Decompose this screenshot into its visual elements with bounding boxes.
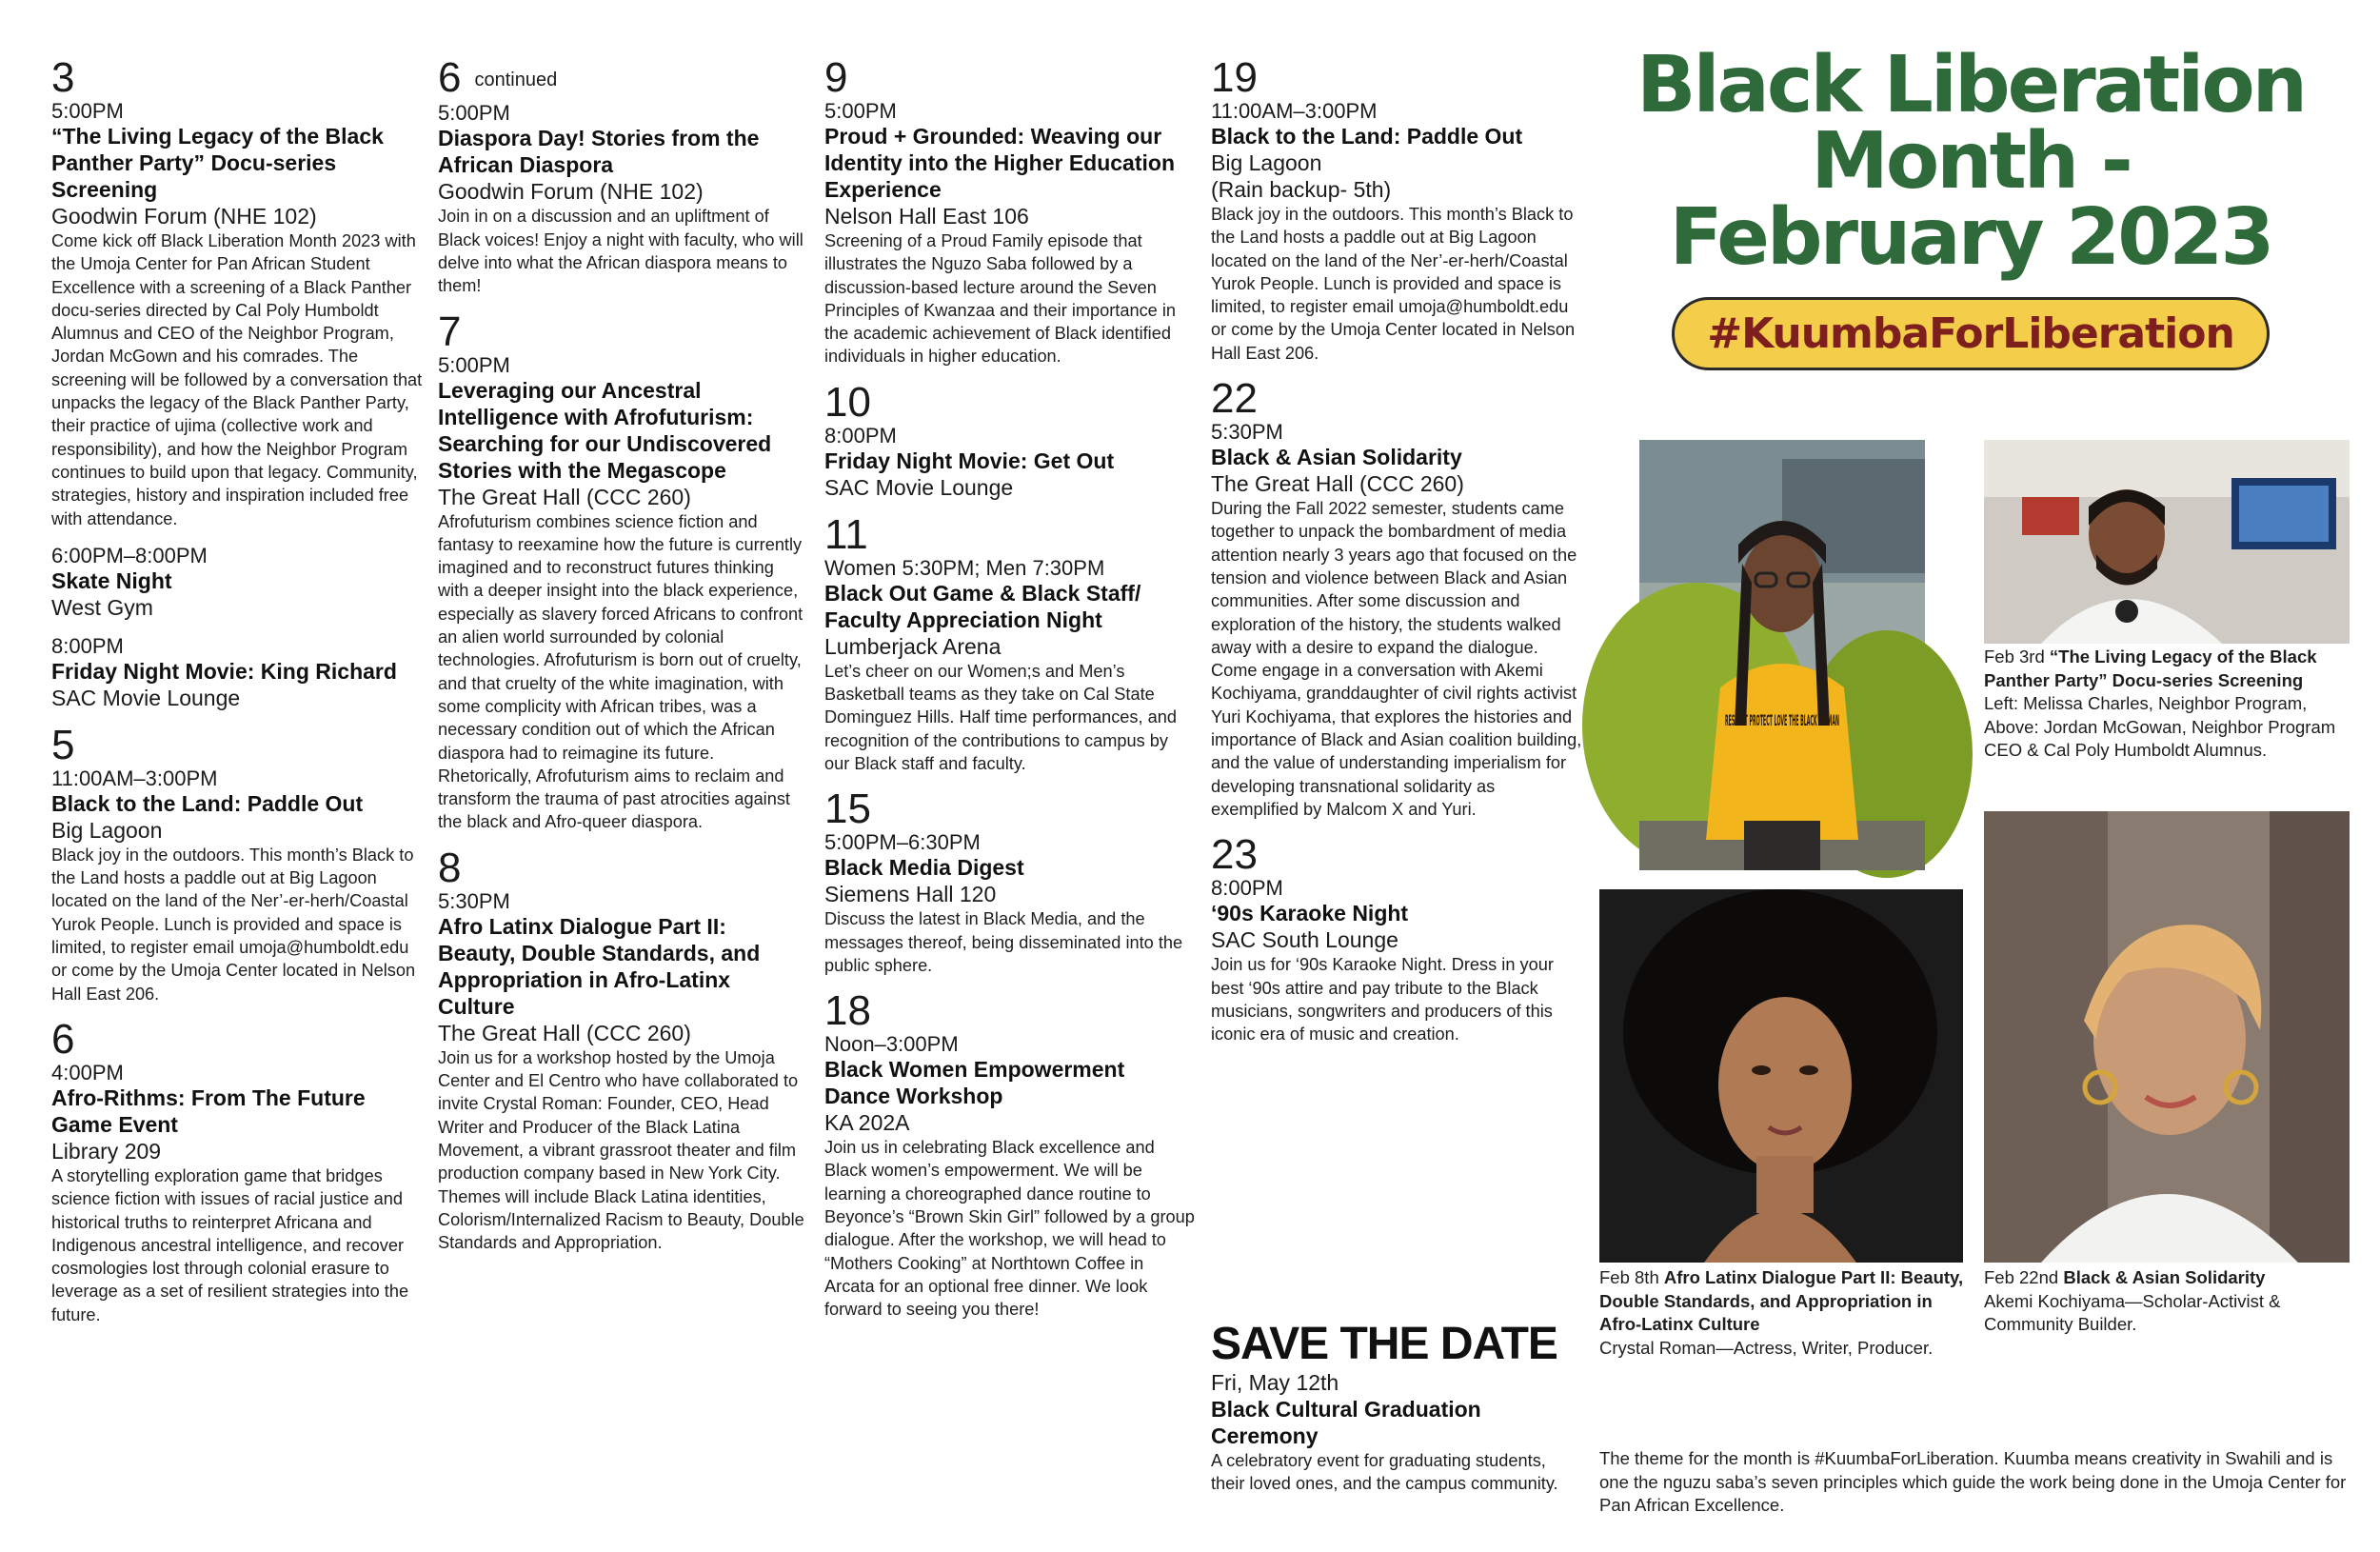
event-location: The Great Hall (CCC 260) [1211,471,1464,497]
event-feb-3-movie [51,634,423,711]
event-feb-7 [438,308,809,834]
caption-prefix: Feb 3rd [1984,647,2050,667]
page-title-line-3: February 2023 [1669,192,2272,283]
event-title: Black to the Land: Paddle Out [1211,124,1523,149]
event-description: Black joy in the outdoors. This month’s Black to the Land hosts a paddle out at Big Lagoon located on the land of the Ner’-er-herh/Coastal Yurok People. Lunch is provided and space is limited, to register email umoja@humboldt.edu or come by the Umoja Center located in Nelson Hall East 206. [51,845,416,1004]
event-title: ‘90s Karaoke Night [1211,901,1409,926]
caption-title: Afro Latinx Dialogue Part II: Beauty, Double Standards, and Appropriation in Afro-Latinx Culture [1599,1267,1964,1334]
photo-melissa-charles [1639,440,1925,870]
event-day: 3 [51,54,75,101]
event-title: Proud + Grounded: Weaving our Identity into the Higher Education Experience [824,124,1175,202]
event-title: Black Women Empowerment Dance Workshop [824,1057,1125,1109]
column-2 [438,54,809,1267]
save-the-date-title: Black Cultural Graduation Ceremony [1211,1397,1481,1448]
photo-akemi-kochiyama-image [1984,811,2350,1263]
event-time: 4:00PM [51,1060,124,1084]
event-time: 5:30PM [1211,420,1283,445]
caption-feb-8 [1599,1266,1971,1360]
event-title: Friday Night Movie: King Richard [51,658,397,684]
page-header [1580,40,2361,370]
event-title: Black to the Land: Paddle Out [51,790,364,816]
event-description: During the Fall 2022 semester, students came together to unpack the bombardment of media attention nearly 3 years ago that focused on the tension and violence between Black and Asian communities. After some discussion and exploration of the history, the students walked away with a desire to expand the dialogue. Come engage in a conversation with Akemi Kochiyama, granddaughter of civil rights activist Yuri Kochiyama, that explores the histories and importance of Black and Asian coalition building, and the value of understanding imperialism for developing transnational solidarity as exemplified by Malcom X and Yuri. [1211,499,1582,819]
event-location: SAC Movie Lounge [51,685,241,710]
event-feb-5 [51,721,423,1005]
event-location: SAC South Lounge [1211,927,1398,953]
event-day: 7 [438,308,462,355]
event-day-number: 6 [438,54,462,101]
caption-prefix: Feb 22nd [1984,1267,2064,1287]
event-feb-18 [824,987,1196,1321]
event-feb-19 [1211,54,1582,365]
event-title: Friday Night Movie: Get Out [824,448,1115,473]
event-time: Noon–3:00PM [824,1032,959,1057]
event-location: The Great Hall (CCC 260) [438,484,691,509]
event-description: Join us for a workshop hosted by the Umoja Center and El Centro who have collaborated to invite Crystal Roman: Founder, CEO, Head Writer and Producer of the Black Latina Movement, a vibrant grassroot theater and film production company based in New York City. Themes will include Black Latina identities, Colorism/Internalized Racism to Beauty, Double Standards and Appropriation. [438,1047,804,1253]
event-title: Afro-Rithms: From The Future Game Event [51,1084,366,1137]
event-title: Diaspora Day! Stories from the African Diaspora [438,126,760,178]
event-time: 11:00AM–3:00PM [51,766,218,790]
event-day: 15 [824,786,871,833]
event-day: 5 [51,721,75,768]
event-feb-11 [824,510,1196,775]
photo-jordan-mcgowan-image [1984,440,2350,644]
event-title: Black & Asian Solidarity [1211,445,1462,470]
photo-melissa-charles-image [1639,440,1925,870]
event-description: Black joy in the outdoors. This month’s Black to the Land hosts a paddle out at Big Lagoon located on the land of the Ner’-er-herh/Coastal Yurok People. Lunch is provided and space is limited, to register email umoja@humboldt.edu or come by the Umoja Center located in Nelson Hall East 206. [1211,205,1576,363]
event-location: SAC Movie Lounge [824,474,1014,500]
event-time: 5:00PM [438,352,510,377]
caption-text: Crystal Roman—Actress, Writer, Producer. [1599,1337,1934,1358]
event-title: “The Living Legacy of the Black Panther Party” Docu-series Screening [51,124,384,202]
column-1 [51,54,423,1340]
event-day: 8 [438,844,462,891]
caption-title: Black & Asian Solidarity [2063,1267,2266,1287]
continued-label: continued [474,70,558,91]
event-title: Afro Latinx Dialogue Part II: Beauty, Double Standards, and Appropriation in Afro-Latinx Culture [438,913,761,1019]
column-4 [1211,54,1582,1059]
event-feb-8 [438,844,809,1255]
photo-akemi-kochiyama [1984,811,2350,1263]
caption-text: Akemi Kochiyama—Scholar-Activist & Community Builder. [1984,1290,2281,1334]
caption-feb-22 [1984,1266,2355,1337]
event-description: Afrofuturism combines science fiction and fantasy to reexamine how the future is currently imagined and to reconstruct futures thinking with a deeper insight into the black experience, especially as slavery forced Africans to confront an alien world surrounded by colonial technologies. Afrofuturism is born out of cruelty, and that cruelty of the white imagination, with some complicity with African tribes, was a necessary condition out of which the African diaspora had to reimagine its future. Rhetorically, Afrofuturism aims to reclaim and transform the trauma of past atrocities against the black and Afro-queer diaspora. [438,511,803,832]
event-time: 8:00PM [824,423,897,448]
event-day: 6 [51,1015,75,1063]
event-time: Women 5:30PM; Men 7:30PM [824,555,1105,580]
event-day: 23 [1211,831,1258,879]
event-description: Join in on a discussion and an upliftment of Black voices! Enjoy a night with faculty, who will delve into what the African diaspora means to them! [438,207,803,296]
event-day: 22 [1211,375,1258,423]
event-location: West Gym [51,594,153,620]
event-feb-9 [824,54,1196,368]
save-the-date-heading: SAVE THE DATE [1211,1319,1557,1369]
photo-crystal-roman-image [1599,889,1963,1263]
event-description: Screening of a Proud Family episode that illustrates the Nguzo Saba followed by a discussion-based lecture around the Seven Principles of Kwanzaa and their importance in the academic achievement of Black identified individuals in higher education. [824,231,1176,367]
event-time: 8:00PM [1211,876,1283,901]
event-feb-10 [824,378,1196,501]
event-time: 5:00PM [824,99,897,123]
event-time: 5:30PM [438,888,510,913]
photo-jordan-mcgowan [1984,440,2350,644]
page-title-line-1: Black Liberation [1636,40,2306,130]
event-location: Nelson Hall East 106 [824,204,1029,229]
event-location: Big Lagoon [51,817,163,843]
event-description: Join us for ‘90s Karaoke Night. Dress in your best ‘90s attire and pay tribute to the Black musicians, songwriters and producers of this iconic era of music and creation. [1211,955,1554,1045]
event-location: Library 209 [51,1138,162,1164]
event-feb-23 [1211,831,1582,1045]
event-time: 6:00PM–8:00PM [51,543,208,567]
event-feb-15 [824,788,1196,977]
event-day [438,54,809,101]
save-the-date-date: Fri, May 12th [1211,1370,1339,1395]
caption-title: “The Living Legacy of the Black Panther Party” Docu-series Screening [1984,647,2317,690]
event-description: A storytelling exploration game that bridges science fiction with issues of racial justice and historical truths to reinterpret Africana and Indigenous ancestral intelligence, and recover cosmologies lost through colonial erasure to leverage as a set of resilient strategies into the future. [51,1165,409,1324]
caption-feb-3 [1984,646,2355,763]
event-title: Black Out Game & Black Staff/ Faculty Appreciation Night [824,580,1141,632]
event-time: 5:00PM [438,101,510,126]
event-location-backup: (Rain backup- 5th) [1211,177,1392,202]
save-the-date-description: A celebratory event for graduating students, their loved ones, and the campus community. [1211,1451,1558,1494]
event-title: Skate Night [51,567,172,593]
event-time: 5:00PM–6:30PM [824,830,981,855]
event-location: Lumberjack Arena [824,633,1002,659]
caption-text: Left: Melissa Charles, Neighbor Program, Above: Jordan McGowan, Neighbor Program CEO & Cal Poly Humboldt Alumnus. [1984,693,2336,760]
event-time: 8:00PM [51,633,124,658]
event-time: 5:00PM [51,99,124,123]
event-location: KA 202A [824,1110,910,1136]
theme-note: The theme for the month is #KuumbaForLiberation. Kuumba means creativity in Swahili and is one the nguzu saba’s seven principles which guide the work being done in the Umoja Center for Pan African Excellence. [1599,1448,2347,1515]
hashtag-badge: #KuumbaForLiberation [1672,297,2270,370]
event-title: Leveraging our Ancestral Intelligence with Afrofuturism: Searching for our Undiscovered Stories with the Megascope [438,377,772,483]
event-title: Black Media Digest [824,855,1024,881]
event-location: Goodwin Forum (NHE 102) [51,204,317,229]
event-description: Let’s cheer on our Women;s and Men’s Basketball teams as they take on Cal State Dominguez Hills. Half time performances, and recognition of the contributions to campus by our Black staff and faculty. [824,661,1177,773]
event-feb-3-skate [51,544,423,621]
event-day: 18 [824,987,871,1035]
event-day: 11 [824,510,868,558]
event-day: 9 [824,54,848,101]
event-feb-6-continued [438,54,809,298]
event-location: The Great Hall (CCC 260) [438,1020,691,1045]
save-the-date [1211,1320,1573,1496]
event-feb-3 [51,54,423,530]
event-location: Goodwin Forum (NHE 102) [438,179,704,205]
event-feb-22 [1211,375,1582,821]
event-day: 10 [824,378,871,426]
photo-crystal-roman [1599,889,1963,1263]
event-day: 19 [1211,54,1258,101]
caption-prefix: Feb 8th [1599,1267,1664,1287]
event-time: 11:00AM–3:00PM [1211,99,1378,123]
event-description: Come kick off Black Liberation Month 2023 with the Umoja Center for Pan African Student Excellence with a screening of a Black Panther docu-series directed by Cal Poly Humboldt Alumnus and CEO of the Neighbor Program, Jordan McGown and his comrades. The screening will be followed by a conversation that unpacks the legacy of the Black Panther Party, their practice of ujima (collective work and responsibility), and how the Neighbor Program continues to build upon that legacy. Community, strategies, history and inspiration included free with attendance. [51,231,423,528]
event-description: Discuss the latest in Black Media, and the messages thereof, being disseminated into the public sphere. [824,909,1183,975]
sweatshirt-text: RESPECT PROTECT LOVE THE BLACK WOMAN [1725,711,1839,729]
event-description: Join us in celebrating Black excellence and Black women’s empowerment. We will be learning a choreographed dance routine to Beyonce’s “Brown Skin Girl” followed by a group dialogue. After the workshop, we will head to “Mothers Cooking” at Northtown Coffee in Arcata for an optional free dinner. We look forward to seeing you there! [824,1138,1195,1320]
event-location: Siemens Hall 120 [824,882,997,907]
event-location: Big Lagoon [1211,150,1322,175]
column-3 [824,54,1196,1335]
page-title-line-2: Month - [1811,116,2131,207]
event-feb-6 [51,1015,423,1326]
